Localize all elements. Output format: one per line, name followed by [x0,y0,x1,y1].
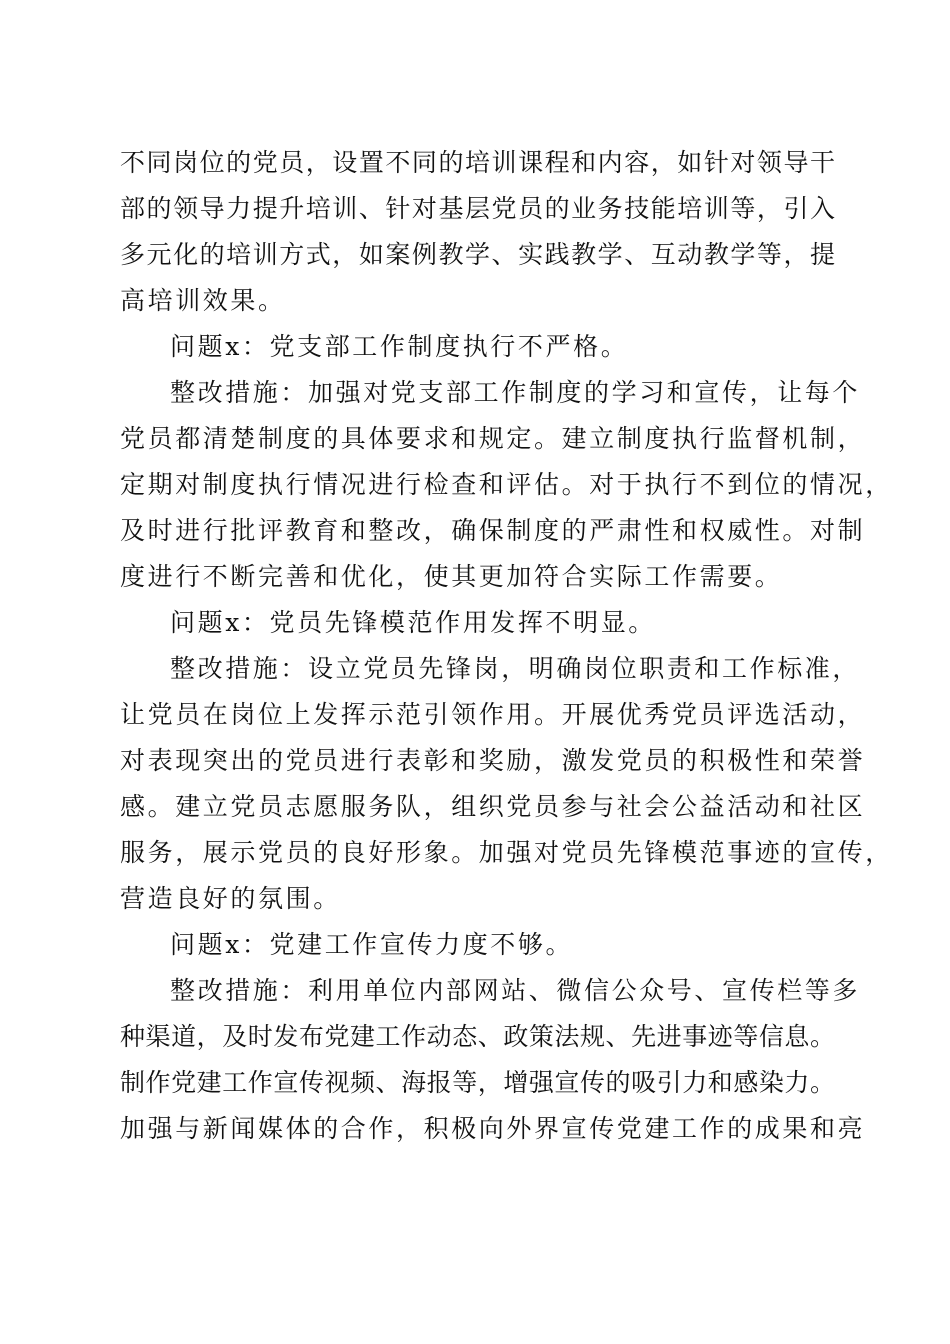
text-line: 高培训效果。 [120,286,286,315]
measure-line: 整改措施：利用单位内部网站、微信公众号、宣传栏等多 [170,976,861,1005]
document-body [120,140,893,1152]
text-line: 营造良好的氛围。 [120,884,341,913]
text-line: 制作党建工作宣传视频、海报等，增强宣传的吸引力和感染力。 [120,1068,835,1097]
text-line: 种渠道，及时发布党建工作动态、政策法规、先进事迹等信息。 [120,1022,835,1051]
text-line: 部的领导力提升培训、针对基层党员的业务技能培训等，引入 [120,194,835,223]
problem-heading: 问题x：党建工作宣传力度不够。 [170,930,574,959]
text-line: 服务，展示党员的良好形象。加强对党员先锋模范事迹的宣传， [120,838,893,867]
text-line: 定期对制度执行情况进行检查和评估。对于执行不到位的情况， [120,470,893,499]
text-line: 加强与新闻媒体的合作，积极向外界宣传党建工作的成果和亮 [120,1114,866,1143]
measure-line: 整改措施：设立党员先锋岗，明确岗位职责和工作标准， [170,654,861,683]
problem-heading: 问题x：党支部工作制度执行不严格。 [170,332,629,361]
problem-heading: 问题x：党员先锋模范作用发挥不明显。 [170,608,656,637]
text-line: 多元化的培训方式，如案例教学、实践教学、互动教学等，提 [120,240,835,269]
measure-line: 整改措施：加强对党支部工作制度的学习和宣传，让每个 [170,378,861,407]
text-line: 对表现突出的党员进行表彰和奖励，激发党员的积极性和荣誉 [120,746,866,775]
text-line: 让党员在岗位上发挥示范引领作用。开展优秀党员评选活动， [120,700,866,729]
text-line: 度进行不断完善和优化，使其更加符合实际工作需要。 [120,562,783,591]
text-line: 不同岗位的党员，设置不同的培训课程和内容，如针对领导干 [120,148,835,177]
text-line: 及时进行批评教育和整改，确保制度的严肃性和权威性。对制 [120,516,866,545]
text-line: 感。建立党员志愿服务队，组织党员参与社会公益活动和社区 [120,792,866,821]
text-line: 党员都清楚制度的具体要求和规定。建立制度执行监督机制， [120,424,866,453]
